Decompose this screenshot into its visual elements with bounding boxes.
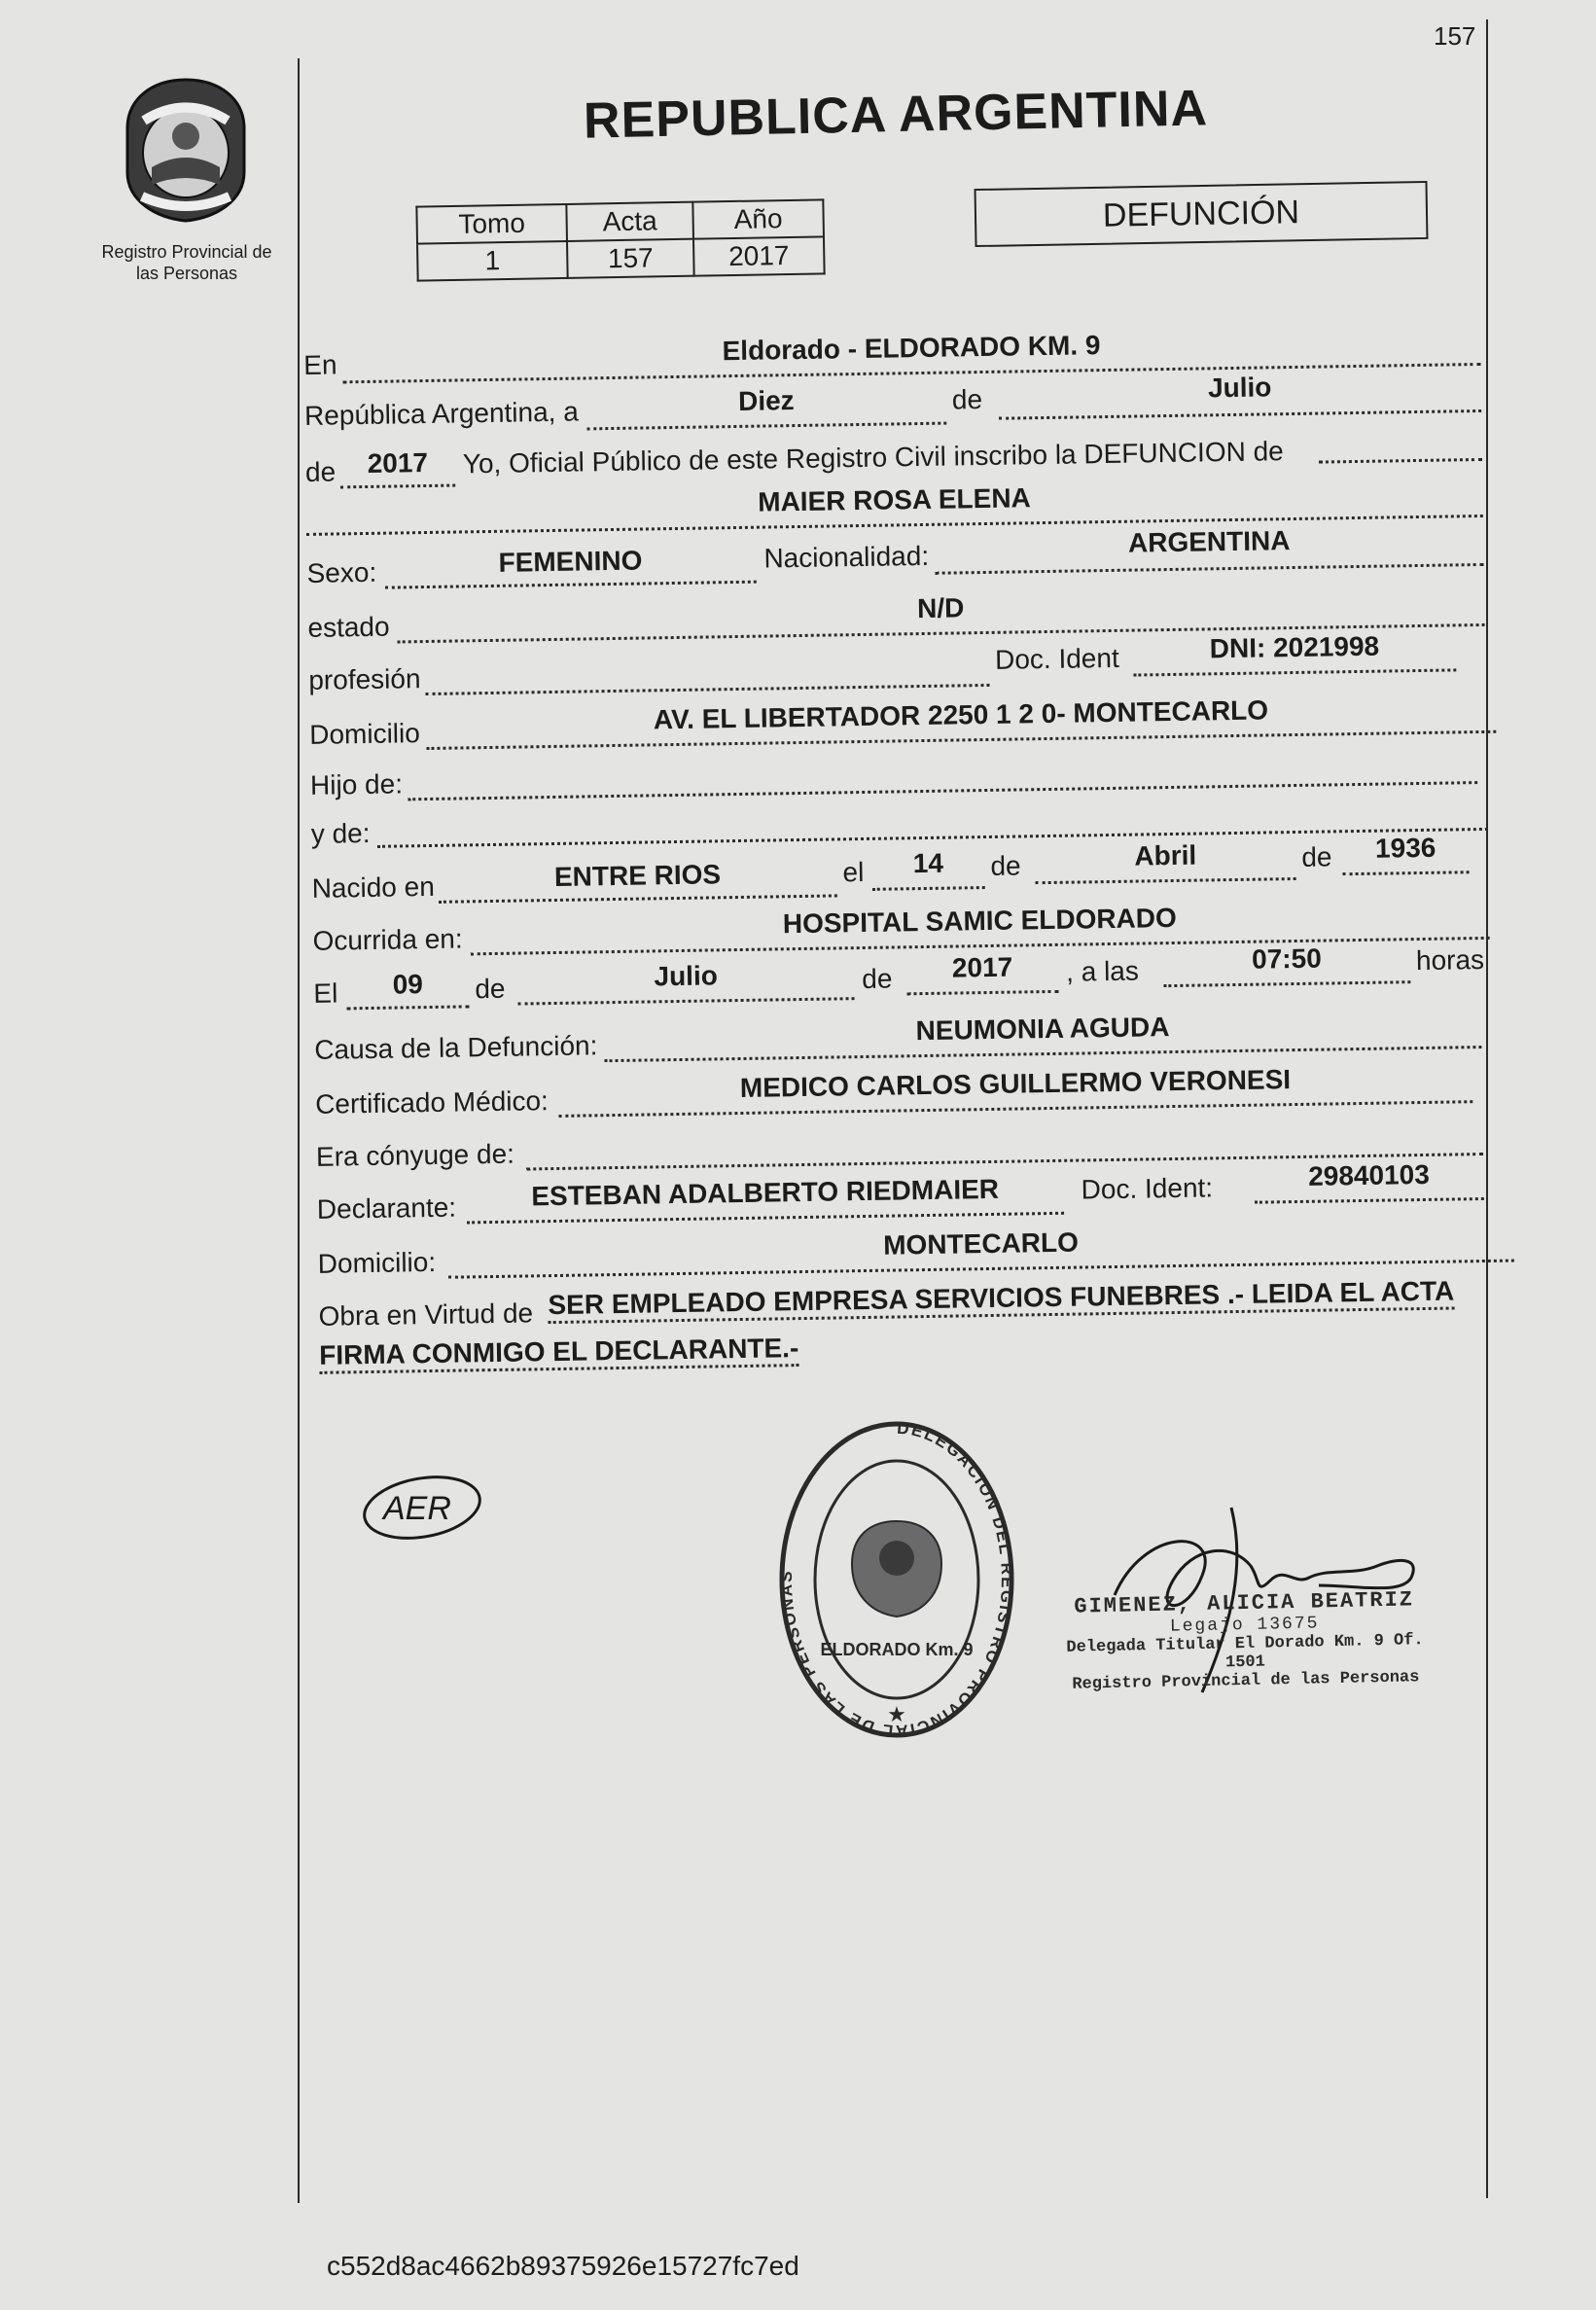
decl-doc-value: 29840103 — [1307, 1158, 1430, 1191]
declarante-line — [467, 1212, 1064, 1225]
obra-value-line-2: FIRMA CONMIGO EL DECLARANTE.- — [319, 1333, 799, 1374]
profesion-value — [425, 647, 989, 656]
decl-doc-line — [1255, 1197, 1484, 1204]
official-stamp — [770, 1412, 1023, 1748]
sexo-value: FEMENINO — [498, 545, 643, 578]
domicilio-label: Domicilio — [308, 718, 421, 750]
nacionalidad-line — [936, 563, 1484, 575]
signatory-legajo: Legajo 13675 — [1169, 1614, 1320, 1637]
nacionalidad-value: ARGENTINA — [1127, 525, 1291, 558]
causa-value: NEUMONIA AGUDA — [915, 1012, 1170, 1047]
statement-end-line — [1319, 458, 1482, 464]
nacionalidad-label: Nacionalidad: — [763, 540, 930, 574]
hijo-de-label: Hijo de: — [309, 768, 404, 800]
record-value-anio: 2017 — [693, 236, 825, 275]
nombre-value: MAIER ROSA ELENA — [757, 482, 1031, 517]
def-dia-value: 09 — [392, 969, 424, 1000]
profesion-line — [426, 684, 990, 695]
en-label: En — [302, 349, 337, 380]
nac-mes-value: Abril — [1134, 839, 1197, 871]
decl-doc-label: Doc. Ident: — [1081, 1172, 1214, 1205]
domicilio-value: AV. EL LIBERTADOR 2250 1 2 0- MONTECARLO — [653, 694, 1269, 735]
sexo-label: Sexo: — [306, 556, 377, 588]
doc-ident-label: Doc. Ident — [994, 642, 1119, 675]
registry-caption-line-2: las Personas — [135, 264, 238, 283]
horas-label: horas — [1415, 943, 1485, 977]
document-hash: c552d8ac4662b89375926e15727fc7ed — [327, 2251, 799, 2281]
hijo-de-line — [408, 781, 1477, 800]
declarante-value: ESTEBAN ADALBERTO RIEDMAIER — [531, 1173, 1000, 1212]
def-dia-line — [347, 1005, 470, 1010]
nacido-en-value: ENTRE RIOS — [553, 859, 722, 892]
initials-text: AER — [383, 1490, 451, 1527]
a-las-label: , a las — [1065, 955, 1140, 987]
nacido-label: Nacido en — [311, 871, 436, 904]
statement-text: Yo, Oficial Público de este Registro Civil inscribo la DEFUNCION de — [462, 436, 1284, 480]
registry-caption — [80, 241, 294, 284]
doc-ident-line — [1133, 668, 1456, 676]
sexo-line — [385, 581, 757, 589]
nac-dia-value: 14 — [912, 847, 944, 879]
initials-mark — [356, 1471, 492, 1553]
republica-label: República Argentina, a — [303, 396, 580, 431]
el-label: el — [842, 856, 865, 888]
def-de-label-2: de — [861, 963, 893, 995]
left-margin-line — [298, 58, 300, 2203]
nac-de-label-2: de — [1301, 841, 1332, 872]
anio-value: 2017 — [367, 446, 429, 479]
declarante-label: Declarante: — [316, 1191, 457, 1225]
page-title: REPUBLICA ARGENTINA — [583, 80, 1209, 150]
stamp-star-icon: ★ — [887, 1703, 906, 1727]
record-value-acta: 157 — [567, 239, 694, 278]
causa-label: Causa de la Defunción: — [314, 1030, 598, 1065]
nac-mes-line — [1036, 877, 1296, 884]
decl-dom-label: Domicilio: — [317, 1246, 437, 1279]
record-header-anio: Año — [692, 199, 824, 238]
de-label-2: de — [304, 456, 337, 487]
record-header-acta: Acta — [566, 202, 693, 241]
mes-value: Julio — [1207, 372, 1272, 404]
def-mes-value: Julio — [654, 960, 719, 992]
def-hora-value: 07:50 — [1251, 942, 1323, 975]
anio-line — [340, 484, 455, 489]
conyuge-label: Era cónyuge de: — [315, 1138, 515, 1172]
signatory-institution: Registro Provincial de las Personas — [1072, 1668, 1420, 1694]
def-mes-line — [518, 997, 855, 1005]
el2-label: El — [313, 977, 338, 1009]
signatory-name: GIMENEZ, ALICIA BEATRIZ — [1074, 1587, 1415, 1619]
conyuge-value — [526, 1116, 1483, 1130]
obra-label: Obra en Virtud de — [318, 1297, 534, 1332]
nac-anio-line — [1343, 871, 1470, 875]
nac-dia-line — [872, 886, 985, 891]
record-header-tomo: Tomo — [416, 204, 567, 244]
dia-value: Diez — [737, 385, 795, 416]
nac-anio-value: 1936 — [1374, 832, 1436, 864]
profesion-label: profesión — [308, 663, 421, 695]
de-label-1: de — [951, 384, 983, 415]
def-anio-value: 2017 — [951, 951, 1013, 983]
lugar-value: Eldorado - ELDORADO KM. 9 — [722, 330, 1101, 367]
nac-de-label-1: de — [990, 850, 1021, 881]
def-hora-line — [1163, 980, 1410, 987]
ocurrida-value: HOSPITAL SAMIC ELDORADO — [782, 902, 1178, 940]
y-de-label: y de: — [310, 817, 371, 849]
signature-block — [1049, 1587, 1440, 1694]
certificado-value: MEDICO CARLOS GUILLERMO VERONESI — [739, 1064, 1292, 1104]
obra-value-line-1: SER EMPLEADO EMPRESA SERVICIOS FUNEBRES .- LEIDA EL ACTA — [548, 1276, 1454, 1325]
ocurrida-label: Ocurrida en: — [312, 923, 463, 956]
dia-line — [586, 422, 946, 431]
signatory-title: Delegada Titular El Dorado Km. 9 Of. 1501 — [1066, 1631, 1424, 1673]
estado-value: N/D — [916, 592, 965, 624]
def-anio-line — [906, 990, 1058, 995]
record-value-tomo: 1 — [417, 241, 568, 281]
certificado-label: Certificado Médico: — [314, 1085, 550, 1119]
document-type-box: DEFUNCIÓN — [975, 181, 1429, 247]
stamp-inner-text: ELDORADO Km. 9 — [820, 1640, 974, 1659]
nacido-en-line — [439, 894, 837, 903]
misiones-coat-of-arms-icon — [113, 70, 259, 226]
y-de-value — [376, 791, 1487, 808]
decl-dom-value: MONTECARLO — [882, 1226, 1080, 1261]
registry-caption-line-1: Registro Provincial de — [101, 242, 272, 262]
doc-ident-value: DNI: 2021998 — [1209, 630, 1380, 664]
stamp-ring-text: DELEGACION DEL REGISTRO PROVINCIAL DE LAS PERSONAS — [776, 1418, 1017, 1741]
right-margin-line — [1486, 19, 1488, 2198]
record-table-value-row — [417, 236, 825, 280]
mes-line — [999, 409, 1481, 420]
record-table — [415, 198, 825, 281]
estado-label: estado — [307, 611, 390, 643]
page-number: 157 — [1434, 21, 1476, 51]
def-de-label-1: de — [475, 973, 506, 1005]
